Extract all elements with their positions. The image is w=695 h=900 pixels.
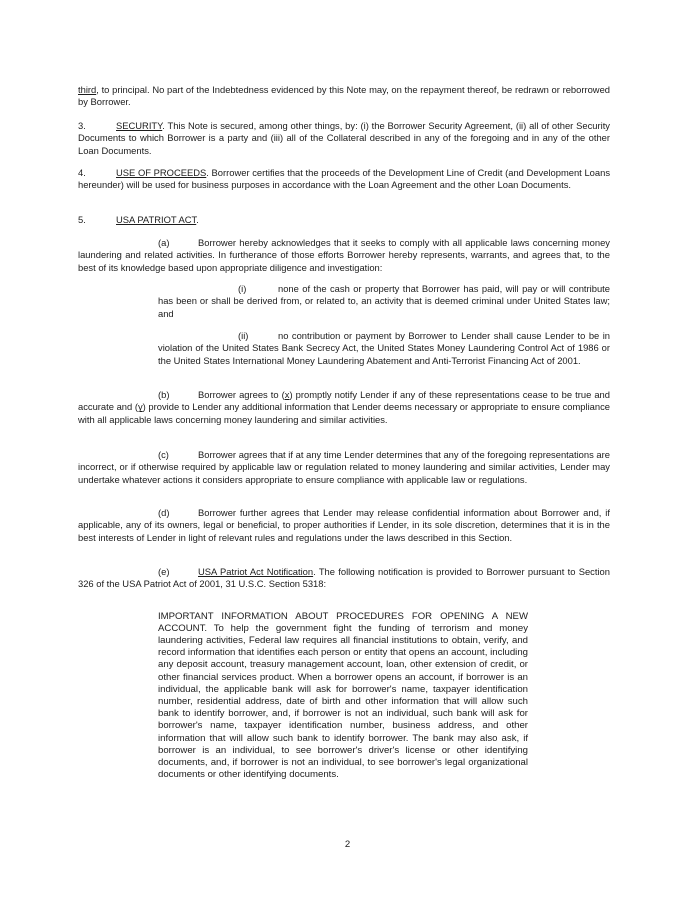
section-4-use-of-proceeds bbox=[78, 167, 610, 192]
subsection-d-text: Borrower further agrees that Lender may release confidential information about Borrower and, if applicable, any of its owners, legal or beneficial, to proper authorities if Lender, in its sole discretion, determines that it is in the best interests of Lender in light of relevant rules and regulations under the laws described in this Section. bbox=[78, 507, 610, 543]
clause-ii-text: no contribution or payment by Borrower to Lender shall cause Lender to be in violation of the United States Bank Secrecy Act, the United States Money Laundering Control Act of 1986 or the United States International Money Laundering Abatement and Anti-Terrorist Financing Act of 2001. bbox=[158, 330, 610, 366]
section-3-number: 3. bbox=[78, 120, 86, 131]
section-5-heading: USA PATRIOT ACT bbox=[116, 214, 197, 225]
subsection-a-label: (a) bbox=[158, 237, 170, 248]
subsection-b-label: (b) bbox=[158, 389, 170, 400]
section-5-number: 5. bbox=[78, 214, 86, 225]
subsection-e-text: . The following notification is provided to Borrower pursuant to Section 326 of the USA Patriot Act of 2001, 31 U.S.C. Section 5318: bbox=[78, 566, 610, 590]
section-3-security bbox=[78, 120, 610, 157]
subsection-c bbox=[78, 449, 610, 486]
continuation-text: , to principal. No part of the Indebtedness evidenced by this Note may, on the repayment thereof, be redrawn or reborrowed by Borrower. bbox=[78, 84, 610, 108]
continuation-paragraph bbox=[78, 84, 610, 109]
subsection-e-label: (e) bbox=[158, 566, 170, 577]
subsection-c-label: (c) bbox=[158, 449, 169, 460]
subsection-e-indent bbox=[78, 566, 158, 577]
patriot-act-notice: IMPORTANT INFORMATION ABOUT PROCEDURES FOR OPENING A NEW ACCOUNT. To help the government fight the funding of terrorism and money laundering activities, Federal law requires all financial institutions to obtain, verify, and record information that identifies each person or entity that opens an account, including any deposit account, treasury management account, loan, other extension of credit, or other financial services product. When a borrower opens an account, if borrower is an individual, the applicable bank will ask for borrower's name, taxpayer identification number, residential address, date of birth and other information that will allow such bank to identify borrower, and, if borrower is not an individual, such bank will ask for borrower's name, taxpayer identification number, business address, and other information that will allow such bank to identify borrower. The bank may also ask, if borrower is an individual, to see borrower's driver's license or other identifying documents, and, if borrower is not an individual, to see borrower's legal organizational documents or other identifying documents. bbox=[158, 610, 528, 781]
section-4-text: . Borrower certifies that the proceeds of the Development Line of Credit (and Development Loans hereunder) will be used for business purposes in accordance with the Loan Agreement and the other Loan Documents. bbox=[78, 167, 611, 191]
subsection-b-part2: ) promptly notify Lender if any of these representations cease to be true and accurate and ( bbox=[78, 389, 610, 413]
subsection-a-text: Borrower hereby acknowledges that it seeks to comply with all applicable laws concerning money laundering and related activities. In furtherance of those efforts Borrower hereby represents, warrants, and agrees that, to the best of its knowledge based upon appropriate diligence and investigation: bbox=[78, 237, 610, 273]
subsection-d-indent bbox=[78, 507, 158, 518]
subsection-c-indent bbox=[78, 449, 158, 460]
subsection-a bbox=[78, 237, 610, 274]
subsection-c-text: Borrower agrees that if at any time Lender determines that any of the foregoing representations are incorrect, or if otherwise required by applicable law or regulation related to money laundering and similar activities, Lender may undertake whatever actions it considers appropriate to ensure compliance with applicable law or regulations. bbox=[78, 449, 610, 485]
section-3-heading: SECURITY bbox=[116, 120, 163, 131]
clause-i bbox=[78, 283, 610, 320]
subsection-d-label: (d) bbox=[158, 507, 170, 518]
subsection-b-indent bbox=[78, 389, 158, 400]
subsection-e bbox=[78, 566, 610, 591]
subsection-b-part1: Borrower agrees to ( bbox=[198, 389, 285, 400]
subsection-b-part3: ) provide to Lender any additional information that Lender deems necessary or appropriate to ensure compliance with all applicable laws concerning money laundering and similar activities. bbox=[78, 401, 610, 425]
section-3-text: . This Note is secured, among other things, by: (i) the Borrower Security Agreement, (ii) all of other Security Documents to which Borrower is a party and (iii) all of the Collateral described in any of the foregoing and in any of the other Loan Documents. bbox=[78, 120, 610, 156]
subsection-b-y: y bbox=[137, 401, 143, 413]
clause-ii bbox=[78, 330, 610, 367]
subsection-a-indent bbox=[78, 237, 158, 248]
clause-i-text: none of the cash or property that Borrower has paid, will pay or will contribute has been or shall be derived from, or related to, an activity that is deemed criminal under United States law; and bbox=[158, 283, 610, 319]
section-4-number: 4. bbox=[78, 167, 86, 178]
section-5-heading-suffix: . bbox=[196, 214, 199, 225]
page-number: 2 bbox=[344, 839, 351, 850]
clause-ii-indent bbox=[158, 330, 238, 341]
subsection-b bbox=[78, 389, 610, 426]
subsection-e-heading: USA Patriot Act Notification bbox=[198, 566, 314, 577]
subsection-d bbox=[78, 507, 610, 544]
subsection-b-x: x bbox=[284, 389, 290, 400]
clause-i-indent bbox=[158, 283, 238, 294]
section-4-heading: USE OF PROCEEDS bbox=[116, 167, 207, 178]
third-term: third bbox=[78, 84, 97, 95]
section-5-heading-line bbox=[78, 214, 610, 226]
clause-ii-label: (ii) bbox=[238, 330, 249, 341]
clause-i-label: (i) bbox=[238, 283, 247, 294]
